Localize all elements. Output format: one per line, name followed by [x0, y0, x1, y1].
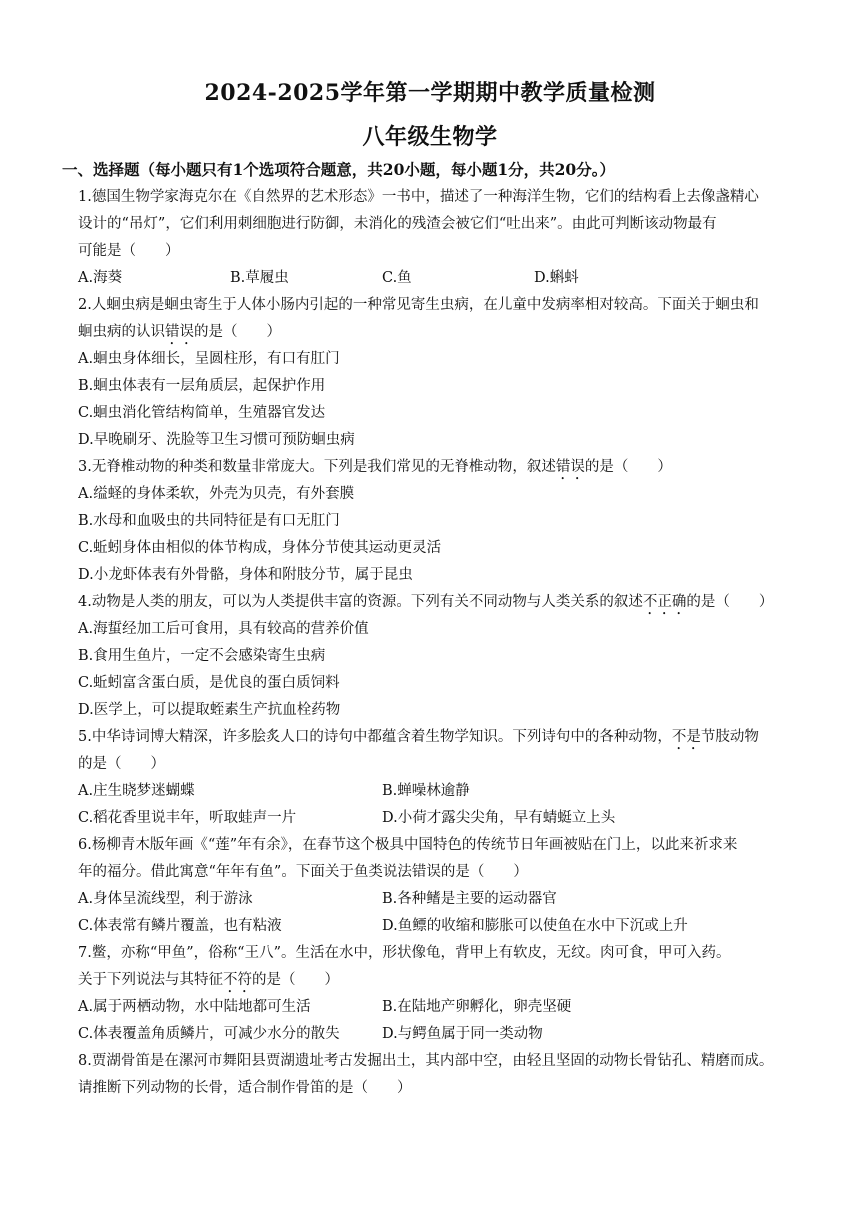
question-1-option-a: A.海葵 [78, 270, 123, 286]
question-2-option-a: A.蛔虫身体细长，呈圆柱形，有口有肛门 [78, 351, 340, 367]
question-5-option-b: B.蝉噪林逾静 [382, 783, 470, 799]
question-4-stem-pre: 4.动物是人类的朋友，可以为人类提供丰富的资源。下列有关不同动物与人类关系的叙述 [78, 594, 643, 610]
question-5-option-c: C.稻花香里说丰年，听取蛙声一片 [78, 810, 297, 826]
question-6-option-d: D.鱼鳔的收缩和膨胀可以使鱼在水中下沉或上升 [382, 918, 688, 934]
question-4-option-b: B.食用生鱼片，一定不会感染寄生虫病 [78, 648, 326, 664]
question-7-stem-post: 的是（ ） [252, 972, 339, 988]
question-1-option-b: B.草履虫 [230, 270, 289, 286]
question-4-option-a: A.海蜇经加工后可食用，具有较高的营养价值 [78, 621, 369, 637]
question-4-stem [78, 592, 788, 618]
question-7-emphasis: 不符 [223, 972, 252, 988]
question-7-option-a: A.属于两栖动物，水中陆地都可生活 [78, 999, 311, 1015]
question-6-option-a: A.身体呈流线型，利于游泳 [78, 891, 253, 907]
question-1-line-1: 1.德国生物学家海克尔在《自然界的艺术形态》一书中，描述了一种海洋生物，它们的结构看上去像盏精心 [78, 189, 759, 205]
question-1-line-3: 可能是（ ） [78, 243, 180, 259]
question-5-line-1 [78, 727, 788, 753]
question-2-stem-pre: 蛔虫病的认识 [78, 324, 165, 340]
question-5-option-a: A.庄生晓梦迷蝴蝶 [78, 783, 195, 799]
question-5-stem-post: 节肢动物 [700, 729, 759, 745]
question-3-option-b: B.水母和血吸虫的共同特征是有口无肛门 [78, 513, 340, 529]
question-7-line-1: 7.鳖，亦称“甲鱼”，俗称“王八”。生活在水中，形状像龟，背甲上有软皮，无纹。肉可食，甲可入药。 [78, 945, 731, 961]
question-3-option-d: D.小龙虾体表有外骨骼，身体和附肢分节，属于昆虫 [78, 567, 413, 583]
question-4-stem-post: 的是（ ） [686, 594, 774, 610]
question-3-stem [78, 457, 788, 483]
question-3-stem-post: 的是（ ） [584, 459, 672, 475]
question-5-emphasis: 不是 [671, 729, 701, 745]
question-8-line-1: 8.贾湖骨笛是在漯河市舞阳县贾湖遗址考古发掘出土，其内部中空，由轻且坚固的动物长骨钻孔、精磨而成。 [78, 1053, 774, 1069]
question-2-option-b: B.蛔虫体表有一层角质层，起保护作用 [78, 378, 326, 394]
question-2-option-c: C.蛔虫消化管结构简单，生殖器官发达 [78, 405, 326, 421]
question-2-emphasis: 错误 [165, 324, 194, 340]
question-1-line-2: 设计的“吊灯”，它们利用刺细胞进行防御，未消化的残渣会被它们“吐出来”。由此可判断该动物最有 [78, 216, 717, 232]
question-7-option-d: D.与鳄鱼属于同一类动物 [382, 1026, 543, 1042]
question-7-line-2 [78, 970, 788, 996]
question-6-line-2: 年的福分。借此寓意“年年有鱼”。下面关于鱼类说法错误的是（ ） [78, 864, 528, 880]
question-7-option-b: B.在陆地产卵孵化，卵壳坚硬 [382, 999, 572, 1015]
question-2-option-d: D.早晚刷牙、洗脸等卫生习惯可预防蛔虫病 [78, 432, 355, 448]
question-6-option-c: C.体表常有鳞片覆盖，也有粘液 [78, 918, 282, 934]
exam-subtitle: 八年级生物学 [362, 124, 498, 150]
question-4-emphasis: 不正确 [642, 594, 687, 610]
question-1-option-d: D.蝌蚪 [534, 270, 579, 286]
question-2-stem-post: 的是（ ） [194, 324, 281, 340]
section-heading: 一、选择题（每小题只有1个选项符合题意，共20小题，每小题1分，共20分。） [62, 160, 615, 179]
question-5-stem-pre: 5.中华诗词博大精深，许多脍炙人口的诗句中都蕴含着生物学知识。下列诗句中的各种动物， [78, 729, 672, 745]
question-1-option-c: C.鱼 [382, 270, 412, 286]
question-6-line-1: 6.杨柳青木版年画《“莲”年有余》，在春节这个极具中国特色的传统节日年画被贴在门上，以此来祈求来 [78, 837, 738, 853]
question-2-line-1: 2.人蛔虫病是蛔虫寄生于人体小肠内引起的一种常见寄生虫病，在儿童中发病率相对较高。下面关于蛔虫和 [78, 297, 759, 313]
question-3-emphasis: 错误 [555, 459, 585, 475]
exam-title: 2024-2025学年第一学期期中教学质量检测 [204, 80, 656, 106]
question-3-option-c: C.蚯蚓身体由相似的体节构成，身体分节使其运动更灵活 [78, 540, 442, 556]
question-5-option-d: D.小荷才露尖尖角，早有蜻蜓立上头 [382, 810, 616, 826]
question-3-stem-pre: 3.无脊椎动物的种类和数量非常庞大。下列是我们常见的无脊椎动物，叙述 [78, 459, 556, 475]
question-7-option-c: C.体表覆盖角质鳞片，可减少水分的散失 [78, 1026, 340, 1042]
question-3-option-a: A.缢蛏的身体柔软，外壳为贝壳，有外套膜 [78, 486, 355, 502]
question-7-stem-pre: 关于下列说法与其特征 [78, 972, 223, 988]
question-8-line-2: 请推断下列动物的长骨，适合制作骨笛的是（ ） [78, 1080, 412, 1096]
question-6-option-b: B.各种鳍是主要的运动器官 [382, 891, 557, 907]
question-5-line-2: 的是（ ） [78, 756, 165, 772]
question-2-line-2 [78, 322, 788, 348]
question-4-option-c: C.蚯蚓富含蛋白质，是优良的蛋白质饲料 [78, 675, 340, 691]
question-4-option-d: D.医学上，可以提取蛭素生产抗血栓药物 [78, 702, 341, 718]
